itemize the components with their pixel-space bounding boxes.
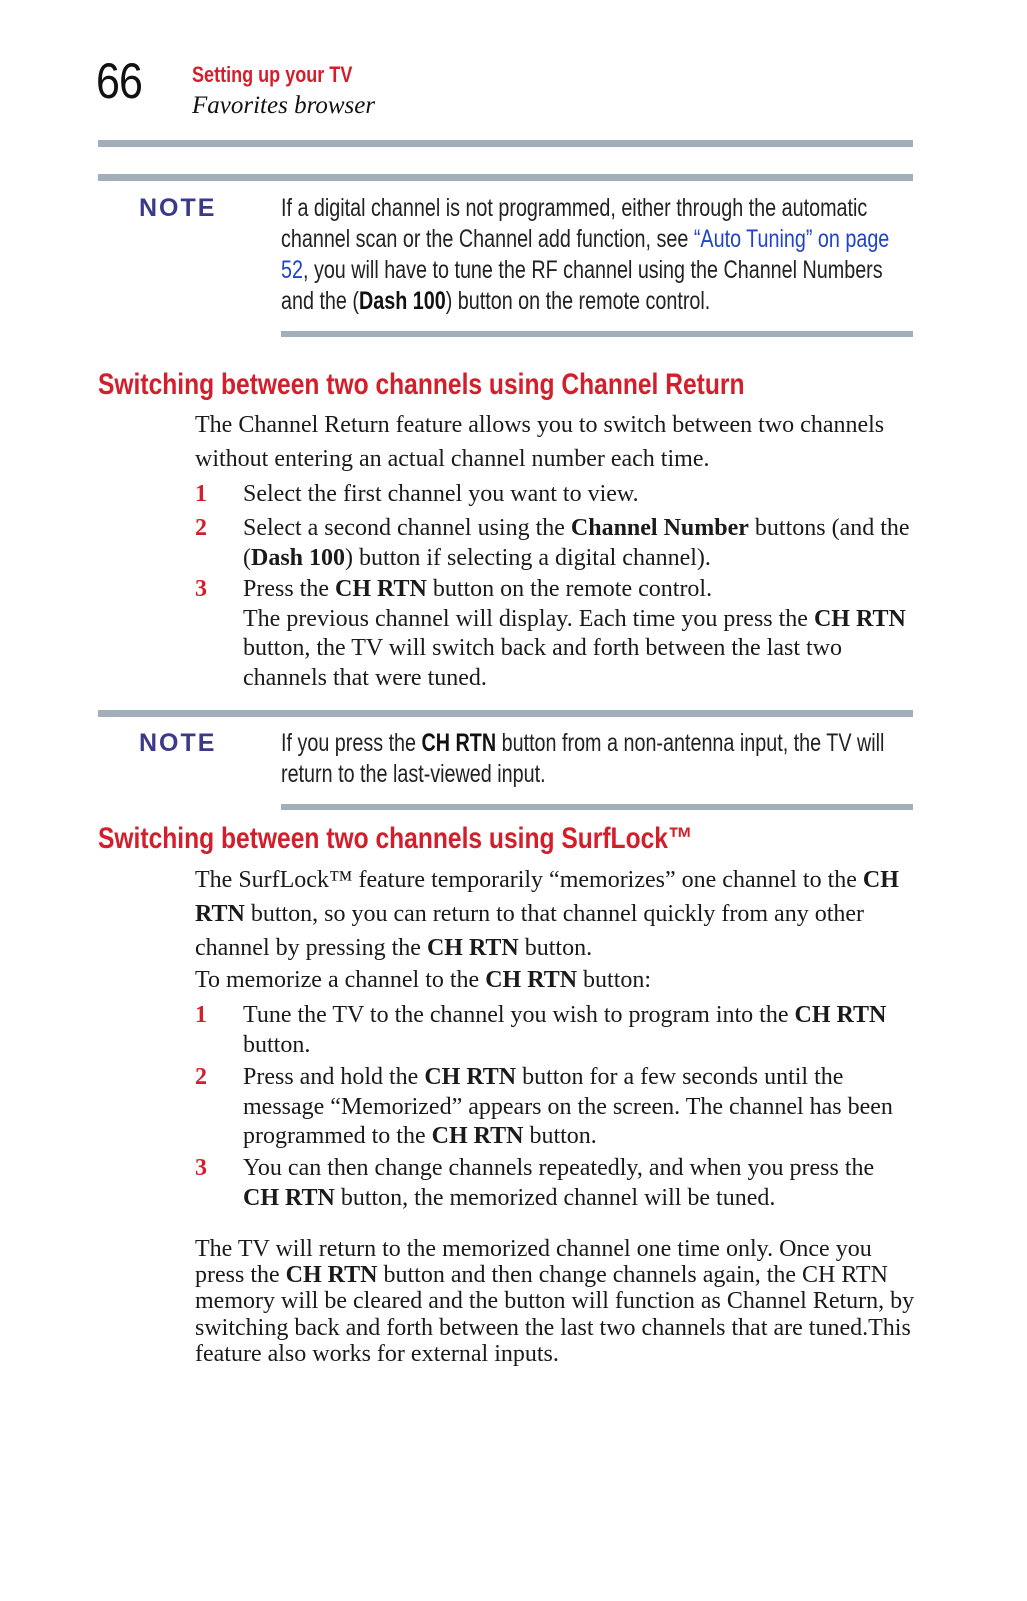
step-item <box>195 1063 915 1152</box>
auto-tuning-link[interactable]: “Auto Tuning” on page 52 <box>281 225 890 284</box>
step-item <box>195 575 915 693</box>
para-text-part: The SurfLock™ feature temporarily “memorizes” one channel to the <box>195 867 863 893</box>
step-text-part: button. <box>243 1031 311 1058</box>
note-text-part: If you press the <box>281 729 422 757</box>
step-text <box>243 1001 915 1060</box>
note-rule-bottom <box>281 331 913 337</box>
note-text-part: ) button on the remote control. <box>445 287 711 315</box>
chapter-title: Setting up your TV <box>192 62 353 87</box>
step-text-part: button on the remote control. <box>426 576 713 602</box>
note-bold: Dash 100 <box>358 287 446 315</box>
step-bold: Dash 100 <box>251 544 346 571</box>
note-text <box>281 193 913 317</box>
note-text-part: , you will have to tune the RF channel using the Channel Numbers and the ( <box>281 256 883 315</box>
intro-paragraph: The Channel Return feature allows you to switch between two channels without entering an actual channel number each time. <box>195 412 885 472</box>
para-bold: CH RTN <box>485 967 578 993</box>
para-bold: CH RTN <box>285 1262 378 1289</box>
note-rule-bottom <box>281 804 913 810</box>
step-text-part: button, the memorized channel will be tuned. <box>334 1184 776 1211</box>
para-text-part: To memorize a channel to the <box>195 967 486 993</box>
step-item <box>195 480 915 510</box>
step-number: 3 <box>195 1155 207 1181</box>
intro-paragraph <box>195 863 925 965</box>
para-bold: CH RTN <box>195 867 899 927</box>
step-item <box>195 1154 915 1213</box>
step-number: 2 <box>195 515 207 541</box>
para-text-part: button and then change channels again, the CH RTN memory will be cleared and the button will function as Channel Return, by switching back and forth between the last two channels that are tuned.This feature also works for external inputs. <box>195 1262 915 1367</box>
lead-paragraph <box>195 963 925 997</box>
step-number: 1 <box>195 481 207 507</box>
step-number: 1 <box>195 1002 207 1028</box>
step-text <box>243 514 915 573</box>
step-bold: CH RTN <box>424 1064 517 1090</box>
step-number: 2 <box>195 1064 207 1090</box>
section-title: Favorites browser <box>192 92 376 119</box>
para-text-part: button, so you can return to that channel quickly from any other channel by pressing the <box>195 901 864 961</box>
step-text-part: Press and hold the <box>243 1064 425 1090</box>
step-bold: Channel Number <box>570 515 749 541</box>
step-text-part: button. <box>523 1123 597 1149</box>
note-text-part: If a digital channel is not programmed, either through the automatic channel scan or the Channel add function, see <box>281 194 868 253</box>
note-text-part: button from a non-antenna input, the TV will return to the last-viewed input. <box>281 729 885 788</box>
step-text: Select the first channel you want to view. <box>243 481 639 507</box>
section-heading: Switching between two channels using SurfLock™ <box>98 822 693 855</box>
para-bold: CH RTN <box>426 935 519 961</box>
step-bold: CH RTN <box>335 576 427 602</box>
note-rule-top <box>98 174 913 181</box>
note-rule-top <box>98 710 913 717</box>
step-text-part: button, the TV will switch back and forth between the last two channels that were tuned. <box>243 635 842 691</box>
note-bold: CH RTN <box>421 729 497 757</box>
step-text-part: Press the <box>243 576 335 602</box>
page-number: 66 <box>96 53 143 109</box>
step-text-part: The previous channel will display. Each time you press the <box>243 605 814 632</box>
note-label: NOTE <box>139 729 217 757</box>
step-text-part: You can then change channels repeatedly, and when you press the <box>243 1155 875 1181</box>
para-text-part: button: <box>577 967 652 993</box>
section-heading: Switching between two channels using Channel Return <box>98 368 745 401</box>
closing-paragraph <box>195 1236 915 1367</box>
step-text-part: Tune the TV to the channel you wish to program into the <box>243 1002 795 1028</box>
step-text-part: ) button if selecting a digital channel). <box>345 544 711 571</box>
step-text <box>243 1154 915 1213</box>
note-text <box>281 728 913 790</box>
step-number: 3 <box>195 576 207 602</box>
step-text-part: Select a second channel using the <box>243 515 571 541</box>
para-text-part: The TV will return to the memorized channel one time only. Once you press the <box>195 1236 872 1289</box>
step-item <box>195 1001 915 1060</box>
step-bold: CH RTN <box>243 1184 335 1211</box>
step-item <box>195 514 915 573</box>
step-bold: CH RTN <box>813 605 906 632</box>
step-text-part: button for a few seconds until the message “Memorized” appears on the screen. The channel has been programmed to the <box>243 1064 893 1149</box>
para-text-part: button. <box>518 935 593 961</box>
step-text <box>243 1063 915 1152</box>
step-text <box>243 575 915 693</box>
step-bold: CH RTN <box>794 1002 887 1028</box>
step-bold: CH RTN <box>431 1123 524 1149</box>
step-text-part: buttons (and the ( <box>243 515 910 571</box>
note-label: NOTE <box>139 194 217 222</box>
header-rule <box>98 140 913 147</box>
